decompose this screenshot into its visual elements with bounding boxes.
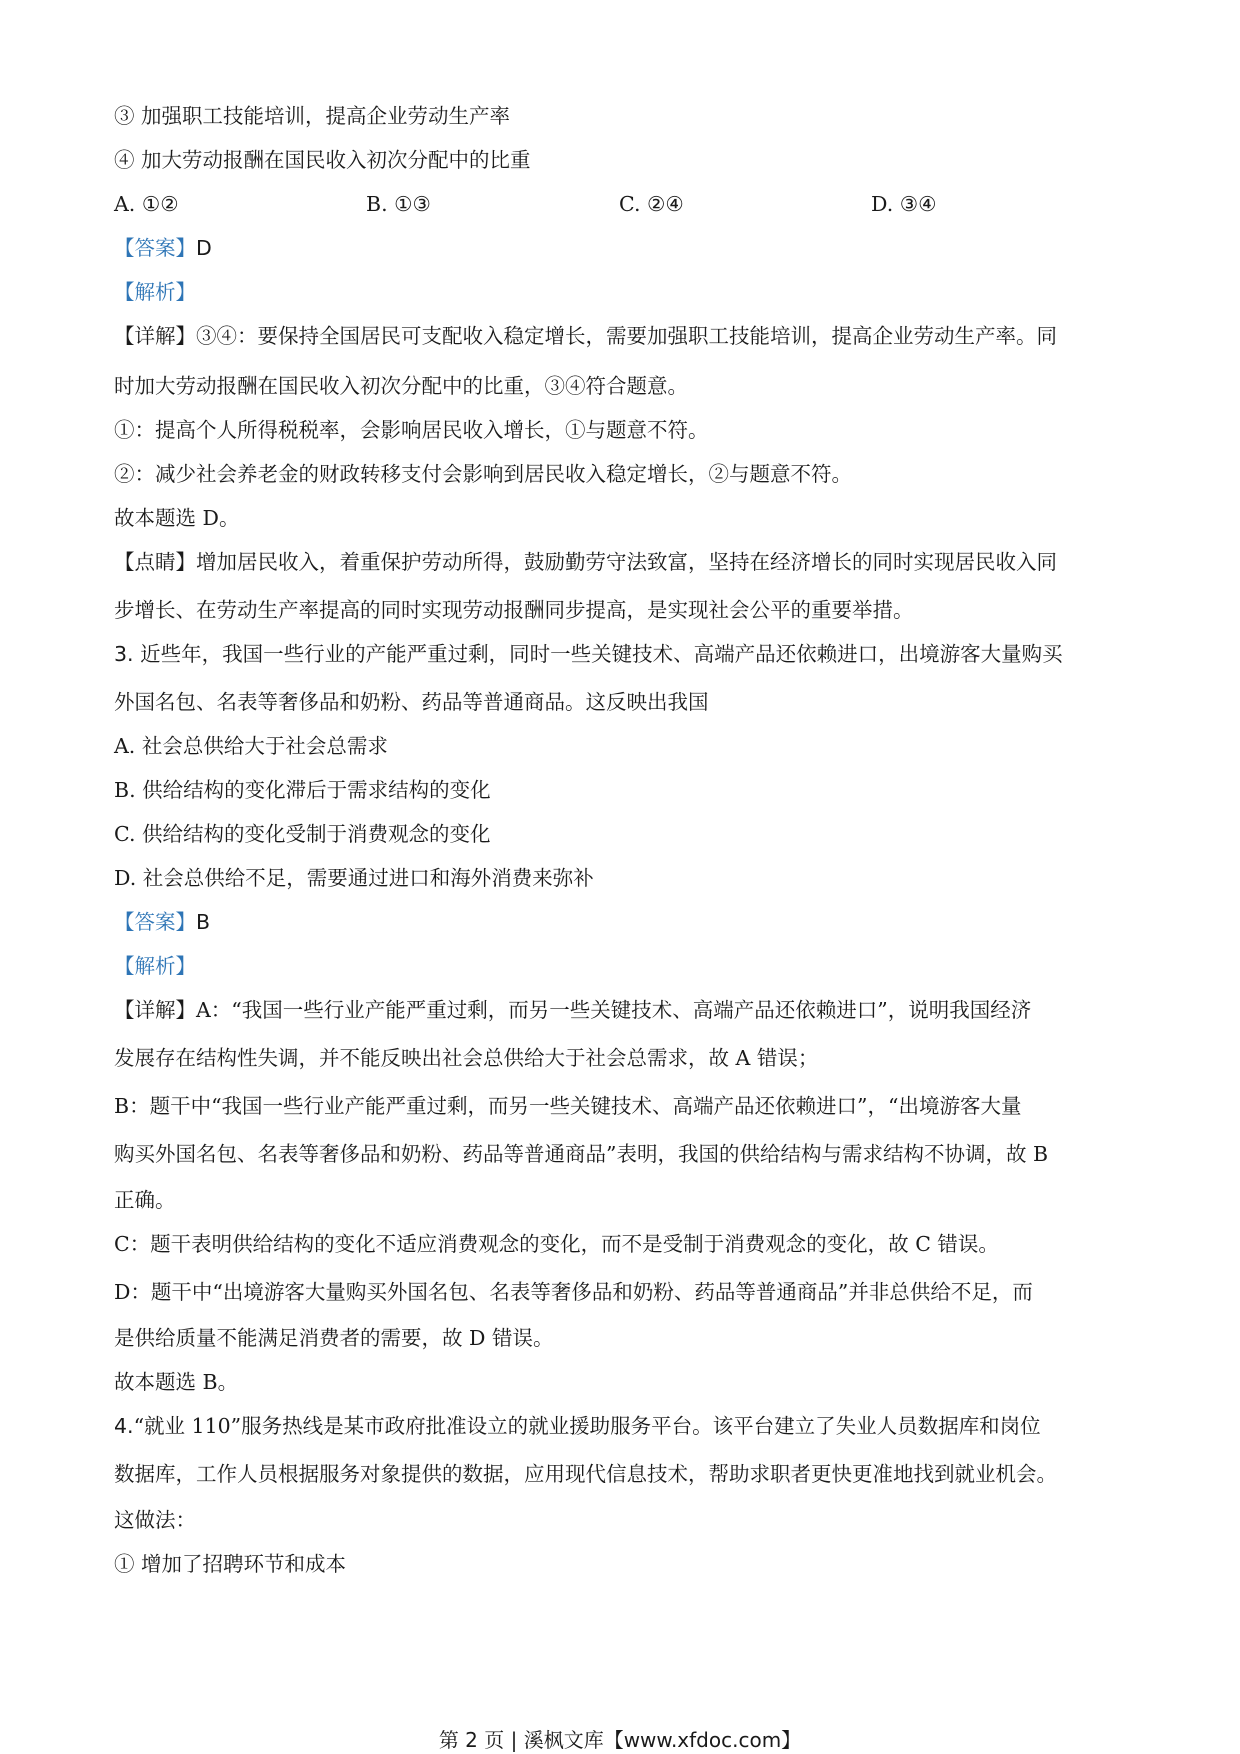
q3-detail-line-4: 购买外国名包、名表等奢侈品和奶粉、药品等普通商品”表明，我国的供给结构与需求结构不协调，故 B <box>114 1142 1049 1166</box>
q2-detail-line-2: 时加大劳动报酬在国民收入初次分配中的比重，③④符合题意。 <box>114 374 688 398</box>
choice-a: A. ①② <box>114 192 179 216</box>
answer-value: D <box>196 236 212 260</box>
q3-answer <box>114 908 210 936</box>
q2-answer <box>114 234 212 262</box>
q3-option-b: B. 供给结构的变化滞后于需求结构的变化 <box>114 778 491 802</box>
answer-tag: 【答案】 <box>114 236 196 260</box>
q4-option-1: ① 增加了招聘环节和成本 <box>114 1552 347 1576</box>
option-4-statement: ④ 加大劳动报酬在国民收入初次分配中的比重 <box>114 148 531 172</box>
q4-stem-line-1 <box>114 1412 1041 1440</box>
q3-stem-line-1 <box>114 640 1063 668</box>
detail-tag: 【详解】 <box>114 998 196 1022</box>
q3-analysis-tag: 【解析】 <box>114 954 196 978</box>
q3-detail-line-5: 正确。 <box>114 1188 176 1212</box>
q3-detail-line-9: 故本题选 B。 <box>114 1370 239 1394</box>
q4-stem-line-3: 这做法： <box>114 1508 196 1532</box>
q4-stem-line-2: 数据库，工作人员根据服务对象提供的数据，应用现代信息技术，帮助求职者更快更准地找到就业机会。 <box>114 1462 1057 1486</box>
q2-highlight-line-2: 步增长、在劳动生产率提高的同时实现劳动报酬同步提高，是实现社会公平的重要举措。 <box>114 598 914 622</box>
q3-option-a: A. 社会总供给大于社会总需求 <box>114 734 388 758</box>
page-footer: 第 2 页 | 溪枫文库【www.xfdoc.com】 <box>438 1728 802 1752</box>
q3-detail-line-1 <box>114 996 1031 1024</box>
question-text: “就业 110”服务热线是某市政府批准设立的就业援助服务平台。该平台建立了失业人员数据库和岗位 <box>133 1414 1041 1438</box>
q2-detail-line-5: 故本题选 D。 <box>114 506 240 530</box>
q2-highlight-line-1 <box>114 548 1057 576</box>
q3-option-c: C. 供给结构的变化受制于消费观念的变化 <box>114 822 491 846</box>
q3-detail-line-3: B：题干中“我国一些行业产能严重过剩，而另一些关键技术、高端产品还依赖进口”，“出境游客大量 <box>114 1094 1022 1118</box>
q2-analysis-tag: 【解析】 <box>114 280 196 304</box>
highlight-text: 增加居民收入，着重保护劳动所得，鼓励勤劳守法致富，坚持在经济增长的同时实现居民收入同 <box>196 550 1057 574</box>
q2-detail-line-1 <box>114 322 1057 350</box>
choice-d: D. ③④ <box>871 192 937 216</box>
answer-value: B <box>196 910 211 934</box>
q2-detail-line-3: ①：提高个人所得税税率，会影响居民收入增长，①与题意不符。 <box>114 418 709 442</box>
choice-c: C. ②④ <box>619 192 684 216</box>
q3-detail-line-8: 是供给质量不能满足消费者的需要，故 D 错误。 <box>114 1326 554 1350</box>
question-number: 3. <box>114 642 134 666</box>
question-text: 近些年，我国一些行业的产能严重过剩，同时一些关键技术、高端产品还依赖进口，出境游客大量购买 <box>133 642 1063 666</box>
choice-b: B. ①③ <box>366 192 431 216</box>
question-number: 4. <box>114 1414 134 1438</box>
q3-detail-line-6: C：题干表明供给结构的变化不适应消费观念的变化，而不是受制于消费观念的变化，故 C 错误。 <box>114 1232 999 1256</box>
q3-detail-line-2: 发展存在结构性失调，并不能反映出社会总供给大于社会总需求，故 A 错误； <box>114 1046 819 1070</box>
detail-text: A：“我国一些行业产能严重过剩，而另一些关键技术、高端产品还依赖进口”，说明我国经济 <box>196 998 1032 1022</box>
q3-detail-line-7: D：题干中“出境游客大量购买外国名包、名表等奢侈品和奶粉、药品等普通商品”并非总供给不足，而 <box>114 1280 1033 1304</box>
option-3-statement: ③ 加强职工技能培训，提高企业劳动生产率 <box>114 104 511 128</box>
q3-stem-line-2: 外国名包、名表等奢侈品和奶粉、药品等普通商品。这反映出我国 <box>114 690 709 714</box>
detail-text: ③④：要保持全国居民可支配收入稳定增长，需要加强职工技能培训，提高企业劳动生产率。同 <box>196 324 1057 348</box>
detail-tag: 【详解】 <box>114 324 196 348</box>
answer-tag: 【答案】 <box>114 910 196 934</box>
highlight-tag: 【点睛】 <box>114 550 196 574</box>
q2-detail-line-4: ②：减少社会养老金的财政转移支付会影响到居民收入稳定增长，②与题意不符。 <box>114 462 852 486</box>
q3-option-d: D. 社会总供给不足，需要通过进口和海外消费来弥补 <box>114 866 594 890</box>
